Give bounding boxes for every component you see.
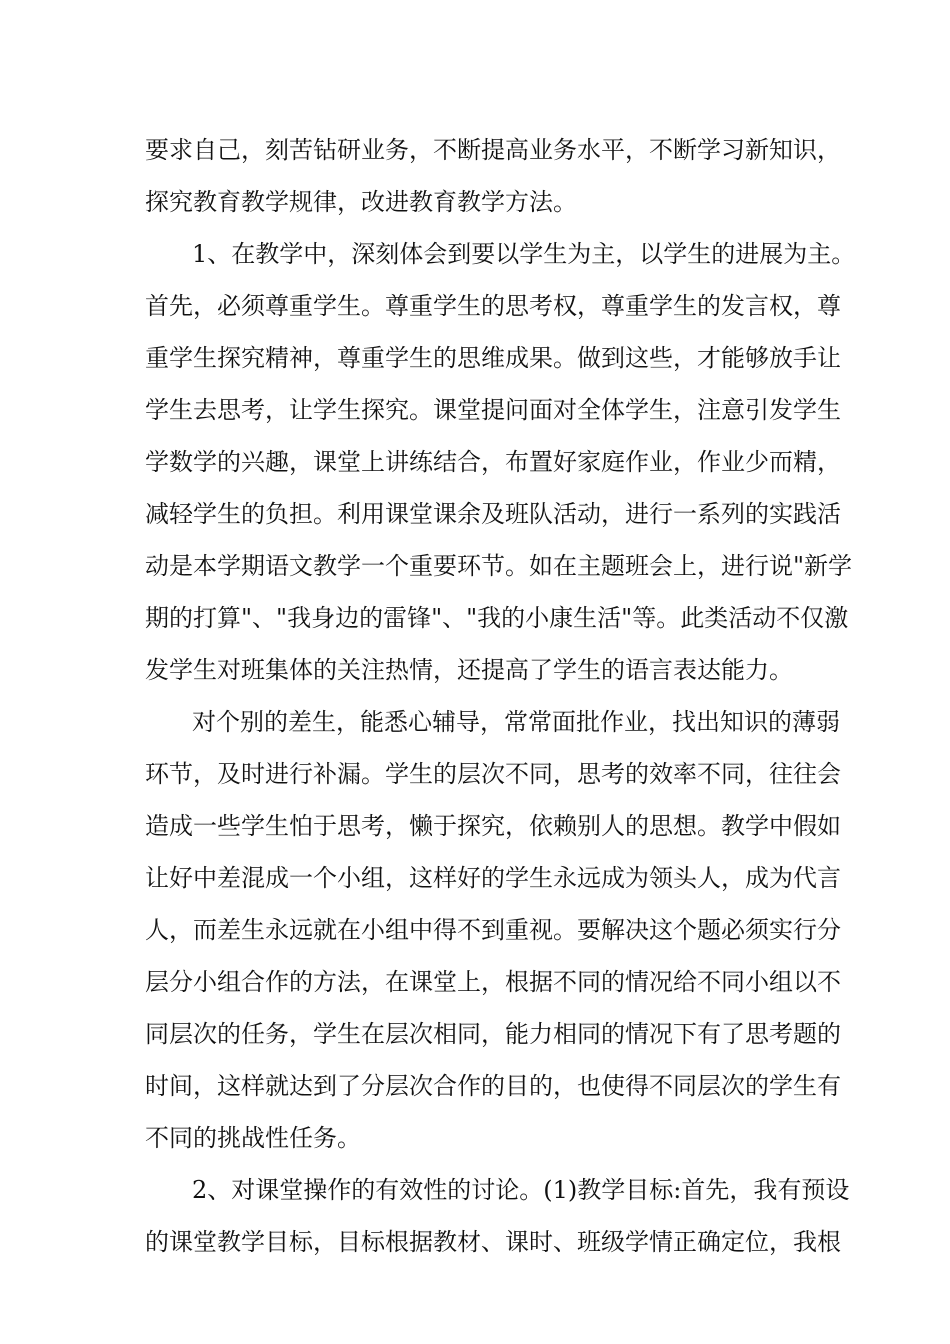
- text-line: 学数学的兴趣，课堂上讲练结合，布置好家庭作业，作业少而精，: [145, 448, 841, 476]
- text-line: 不同的挑战性任务。: [145, 1124, 361, 1152]
- text-line: 造成一些学生怕于思考，懒于探究，依赖别人的思想。教学中假如: [145, 812, 841, 840]
- text-line: 首先，必须尊重学生。尊重学生的思考权，尊重学生的发言权，尊: [145, 292, 841, 320]
- paragraph-first-line: 2、对课堂操作的有效性的讨论。(1)教学目标:首先，我有预设: [192, 1176, 850, 1204]
- paragraph-first-line: 1、在教学中，深刻体会到要以学生为主，以学生的进展为主。: [192, 240, 856, 268]
- text-line: 探究教育教学规律，改进教育教学方法。: [145, 188, 577, 216]
- text-line: 动是本学期语文教学一个重要环节。如在主题班会上，进行说"新学: [145, 552, 853, 580]
- paragraph-first-line: 对个别的差生，能悉心辅导，常常面批作业，找出知识的薄弱: [192, 708, 840, 736]
- text-line: 时间，这样就达到了分层次合作的目的，也使得不同层次的学生有: [145, 1072, 841, 1100]
- text-line: 让好中差混成一个小组，这样好的学生永远成为领头人，成为代言: [145, 864, 841, 892]
- text-line: 人，而差生永远就在小组中得不到重视。要解决这个题必须实行分: [145, 916, 841, 944]
- text-line: 环节，及时进行补漏。学生的层次不同，思考的效率不同，往往会: [145, 760, 841, 788]
- text-line: 重学生探究精神，尊重学生的思维成果。做到这些，才能够放手让: [145, 344, 841, 372]
- text-line: 期的打算"、"我身边的雷锋"、"我的小康生活"等。此类活动不仅激: [145, 604, 849, 632]
- text-line: 的课堂教学目标，目标根据教材、课时、班级学情正确定位，我根: [145, 1228, 841, 1256]
- text-line: 层分小组合作的方法，在课堂上，根据不同的情况给不同小组以不: [145, 968, 841, 996]
- text-line: 减轻学生的负担。利用课堂课余及班队活动，进行一系列的实践活: [145, 500, 841, 528]
- text-line: 学生去思考，让学生探究。课堂提问面对全体学生，注意引发学生: [145, 396, 841, 424]
- text-line: 要求自己，刻苦钻研业务，不断提高业务水平，不断学习新知识，: [145, 136, 841, 164]
- text-line: 同层次的任务，学生在层次相同，能力相同的情况下有了思考题的: [145, 1020, 841, 1048]
- text-line: 发学生对班集体的关注热情，还提高了学生的语言表达能力。: [145, 656, 793, 684]
